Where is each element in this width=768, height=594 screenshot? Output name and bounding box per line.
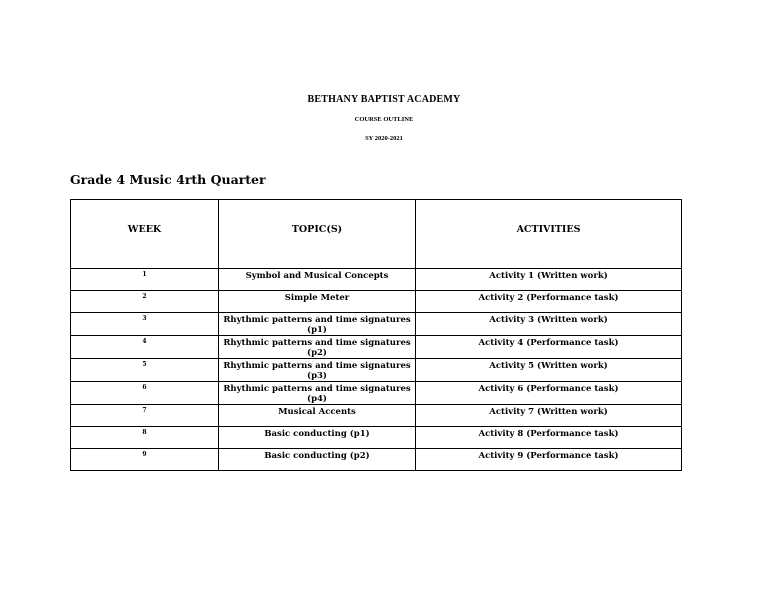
topic-cell: Rhythmic patterns and time signatures (p1) [219, 313, 416, 336]
activity-cell: Activity 5 (Written work) [416, 359, 682, 382]
course-outline-table [70, 199, 682, 471]
activity-cell: Activity 8 (Performance task) [416, 427, 682, 449]
school-name: BETHANY BAPTIST ACADEMY [307, 94, 461, 105]
topic-cell: Symbol and Musical Concepts [219, 269, 416, 291]
activity-cell: Activity 7 (Written work) [416, 405, 682, 427]
week-cell: 8 [71, 427, 219, 449]
table-row [71, 405, 682, 427]
activity-cell: Activity 3 (Written work) [416, 313, 682, 336]
course-outline-label: COURSE OUTLINE [354, 116, 414, 123]
week-cell: 9 [71, 449, 219, 471]
table-row [71, 449, 682, 471]
table-header-row [71, 200, 682, 269]
topic-cell: Simple Meter [219, 291, 416, 313]
table-row [71, 313, 682, 336]
week-cell: 7 [71, 405, 219, 427]
topic-cell: Rhythmic patterns and time signatures (p3) [219, 359, 416, 382]
table-row [71, 427, 682, 449]
week-cell: 6 [71, 382, 219, 405]
document-title: Grade 4 Music 4rth Quarter [70, 172, 266, 187]
activity-cell: Activity 4 (Performance task) [416, 336, 682, 359]
activity-cell: Activity 1 (Written work) [416, 269, 682, 291]
school-year: SY 2020-2021 [365, 135, 403, 142]
table-row [71, 269, 682, 291]
column-header-topics: TOPIC(S) [219, 200, 416, 269]
table-row [71, 291, 682, 313]
week-cell: 3 [71, 313, 219, 336]
topic-cell: Rhythmic patterns and time signatures (p4) [219, 382, 416, 405]
topic-cell: Musical Accents [219, 405, 416, 427]
column-header-week: WEEK [71, 200, 219, 269]
week-cell: 1 [71, 269, 219, 291]
table-row [71, 382, 682, 405]
week-cell: 5 [71, 359, 219, 382]
activity-cell: Activity 9 (Performance task) [416, 449, 682, 471]
table-row [71, 336, 682, 359]
topic-cell: Basic conducting (p1) [219, 427, 416, 449]
column-header-activities: ACTIVITIES [416, 200, 682, 269]
activity-cell: Activity 2 (Performance task) [416, 291, 682, 313]
table-row [71, 359, 682, 382]
week-cell: 4 [71, 336, 219, 359]
topic-cell: Basic conducting (p2) [219, 449, 416, 471]
week-cell: 2 [71, 291, 219, 313]
topic-cell: Rhythmic patterns and time signatures (p2) [219, 336, 416, 359]
activity-cell: Activity 6 (Performance task) [416, 382, 682, 405]
